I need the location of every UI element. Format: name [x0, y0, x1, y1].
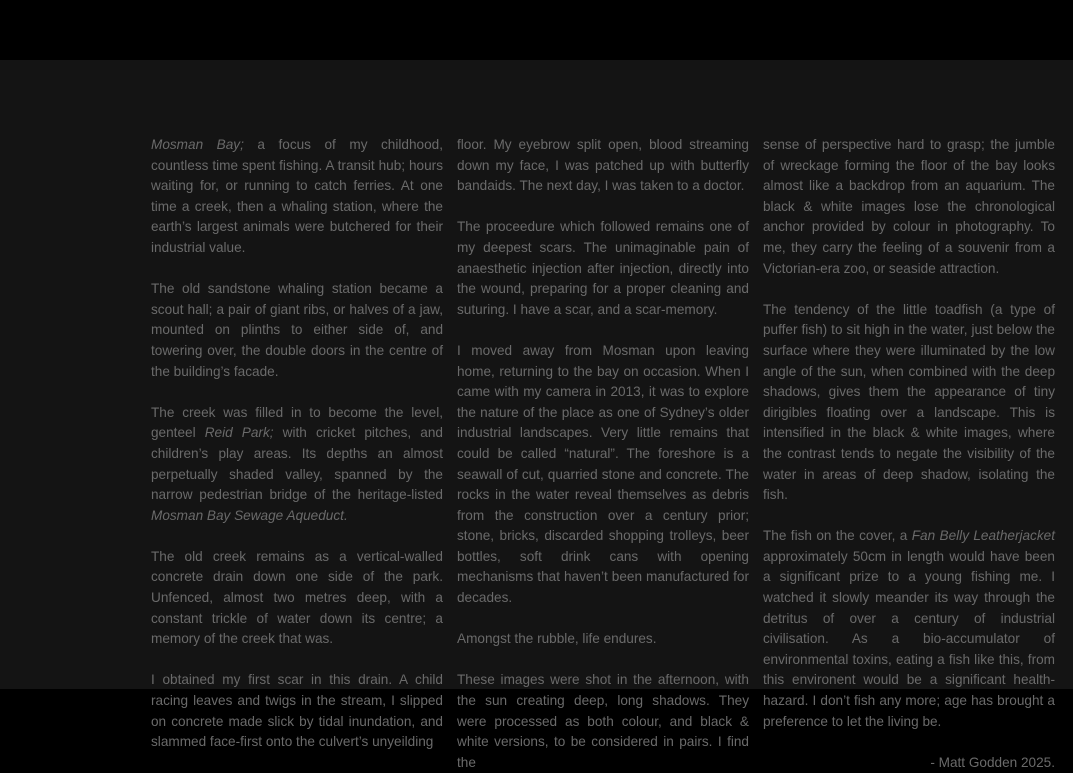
- paragraph: floor. My eyebrow split open, blood streaming down my face, I was patched up with butterfly bandaids. The next day, I was taken to a doctor.: [457, 137, 749, 194]
- paragraph: Mosman Bay; a focus of my childhood, countless time spent fishing. A transit hub; hours waiting for, or running to catch ferries. At one time a creek, then a whaling station, where the earth’s largest animals were butchered for their industrial value.: [151, 137, 443, 255]
- place-name-italic: Mosman Bay;: [151, 137, 244, 152]
- paragraph: I obtained my first scar in this drain. A child racing leaves and twigs in the stream, I slipped on concrete made slick by tidal inundation, and slammed face-first onto the culvert’s unyeilding: [151, 672, 443, 750]
- paragraph: The proceedure which followed remains one of my deepest scars. The unimaginable pain of anaesthetic injection after injection, directly into the wound, preparing for a proper cleaning and suturing. I have a scar, and a scar-memory.: [457, 219, 749, 317]
- text-panel: [0, 60, 1073, 770]
- text-column-1: [151, 135, 443, 753]
- text-column-3: [763, 135, 1055, 773]
- paragraph: The old sandstone whaling station became a scout hall; a pair of giant ribs, or halves of a jaw, mounted on plinths to either side of, and towering over, the double doors in the centre of the building’s facade.: [151, 281, 443, 379]
- paragraph: I moved away from Mosman upon leaving home, returning to the bay on occasion. When I came with my camera in 2013, it was to explore the nature of the place as one of Sydney’s older industrial landscapes. Very little remains that could be called “natural”. The foreshore is a seawall of cut, quarried stone and concrete. The rocks in the water reveal themselves as debris from the construction over a century prior; stone, bricks, discarded shopping trolleys, beer bottles, soft drink cans with opening mechanisms that haven’t been manufactured for decades.: [457, 342, 749, 606]
- paragraph: The fish on the cover, a Fan Belly Leatherjacket approximately 50cm in length would have been a significant prize to a young fishing me. I watched it slowly meander its way through the detritus of over a century of industrial civilisation. As a bio-accumulator of environmental toxins, eating a fish like this, from this environent would be a significant health-hazard. I don’t fish any more; age has brought a preference to let the living be.: [763, 528, 1055, 729]
- fish-name-italic: Fan Belly Leatherjacket: [911, 528, 1055, 544]
- place-name-italic: Reid Park;: [204, 425, 274, 441]
- place-name-italic: Mosman Bay Sewage Aqueduct.: [151, 507, 348, 523]
- text-column-2: [457, 135, 749, 773]
- paragraph: sense of perspective hard to grasp; the jumble of wreckage forming the floor of the bay looks almost like a backdrop from an aquarium. The black & white images lose the chronological anchor provided by colour in photography. To me, they carry the feeling of a souvenir from a Victorian-era zoo, or seaside attraction.: [763, 137, 1055, 276]
- paragraph: Amongst the rubble, life endures.: [457, 631, 657, 647]
- paragraph: These images were shot in the afternoon, with the sun creating deep, long shadows. They were processed as both colour, and black & white versions, to be considered in pairs. I find the: [457, 672, 749, 770]
- paragraph: The creek was filled in to become the level, genteel Reid Park; with cricket pitches, and children’s play areas. Its depths an almost perpetually shaded valley, spanned by the narrow pedestrian bridge of the heritage-listed Mosman Bay Sewage Aqueduct.: [151, 404, 443, 523]
- paragraph: The old creek remains as a vertical-walled concrete drain down one side of the park. Unfenced, almost two metres deep, with a constant trickle of water down its centre; a memory of the creek that was.: [151, 548, 443, 647]
- author-signature: - Matt Godden 2025.: [930, 754, 1055, 770]
- paragraph: The tendency of the little toadfish (a type of puffer fish) to sit high in the water, just below the surface where they were illuminated by the low angle of the sun, when combined with the deep shadows, gives them the appearance of tiny dirigibles floating over a landscape. This is intensified in the black & white images, where the contrast tends to negate the visibility of the water in areas of deep shadow, isolating the fish.: [763, 301, 1055, 503]
